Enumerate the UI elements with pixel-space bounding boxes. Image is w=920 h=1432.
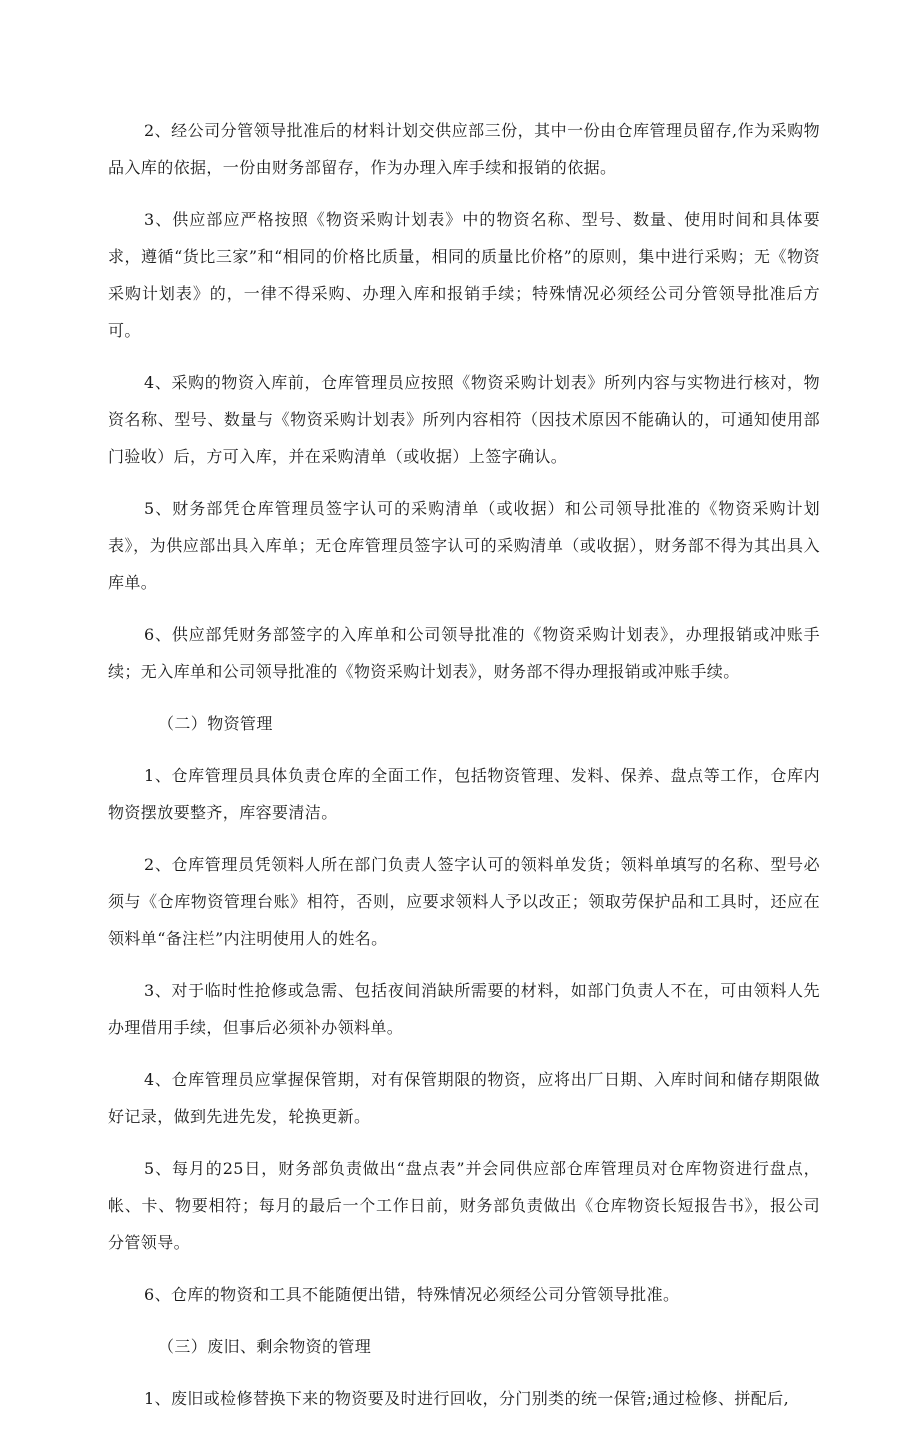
section-heading-material-management: （二）物资管理 <box>158 714 273 733</box>
paragraph-procurement-4: 4、采购的物资入库前，仓库管理员应按照《物资采购计划表》所列内容与实物进行核对，物资名称、型号、数量与《物资采购计划表》所列内容相符（因技术原因不能确认的，可通知使用部门验收）后，方可入库，并在采购清单（或收据）上签字确认。 <box>108 373 820 466</box>
paragraph-management-2: 2、仓库管理员凭领料人所在部门负责人签字认可的领料单发货；领料单填写的名称、型号必须与《仓库物资管理台账》相符，否则，应要求领料人予以改正；领取劳保护品和工具时，还应在领料单“备注栏”内注明使用人的姓名。 <box>108 855 820 948</box>
paragraph-management-5: 5、每月的25日，财务部负责做出“盘点表”并会同供应部仓库管理员对仓库物资进行盘点，帐、卡、物要相符；每月的最后一个工作日前，财务部负责做出《仓库物资长短报告书》，报公司分管领导。 <box>108 1159 820 1252</box>
paragraph-management-1: 1、仓库管理员具体负责仓库的全面工作，包括物资管理、发料、保养、盘点等工作，仓库内物资摆放要整齐，库容要清洁。 <box>108 766 820 822</box>
paragraph-procurement-3: 3、供应部应严格按照《物资采购计划表》中的物资名称、型号、数量、使用时间和具体要求，遵循“货比三家”和“相同的价格比质量，相同的质量比价格”的原则，集中进行采购；无《物资采购计划表》的，一律不得采购、办理入库和报销手续；特殊情况必须经公司分管领导批准后方可。 <box>108 210 820 340</box>
section-heading-waste-materials: （三）废旧、剩余物资的管理 <box>158 1337 372 1356</box>
paragraph-procurement-2: 2、经公司分管领导批准后的材料计划交供应部三份，其中一份由仓库管理员留存,作为采购物品入库的依据，一份由财务部留存，作为办理入库手续和报销的依据。 <box>108 121 820 177</box>
paragraph-procurement-5: 5、财务部凭仓库管理员签字认可的采购清单（或收据）和公司领导批准的《物资采购计划表》，为供应部出具入库单；无仓库管理员签字认可的采购清单（或收据），财务部不得为其出具入库单。 <box>108 499 820 592</box>
paragraph-waste-1: 1、废旧或检修替换下来的物资要及时进行回收，分门别类的统一保管;通过检修、拼配后, <box>144 1389 790 1408</box>
paragraph-procurement-6: 6、供应部凭财务部签字的入库单和公司领导批准的《物资采购计划表》，办理报销或冲账手续；无入库单和公司领导批准的《物资采购计划表》，财务部不得办理报销或冲账手续。 <box>108 625 820 681</box>
paragraph-management-4: 4、仓库管理员应掌握保管期，对有保管期限的物资，应将出厂日期、入库时间和储存期限做好记录，做到先进先发，轮换更新。 <box>108 1070 820 1126</box>
document-body <box>108 112 820 1432</box>
paragraph-management-3: 3、对于临时性抢修或急需、包括夜间消缺所需要的材料，如部门负责人不在，可由领料人先办理借用手续，但事后必须补办领料单。 <box>108 981 820 1037</box>
paragraph-management-6: 6、仓库的物资和工具不能随便出错，特殊情况必须经公司分管领导批准。 <box>144 1285 680 1304</box>
